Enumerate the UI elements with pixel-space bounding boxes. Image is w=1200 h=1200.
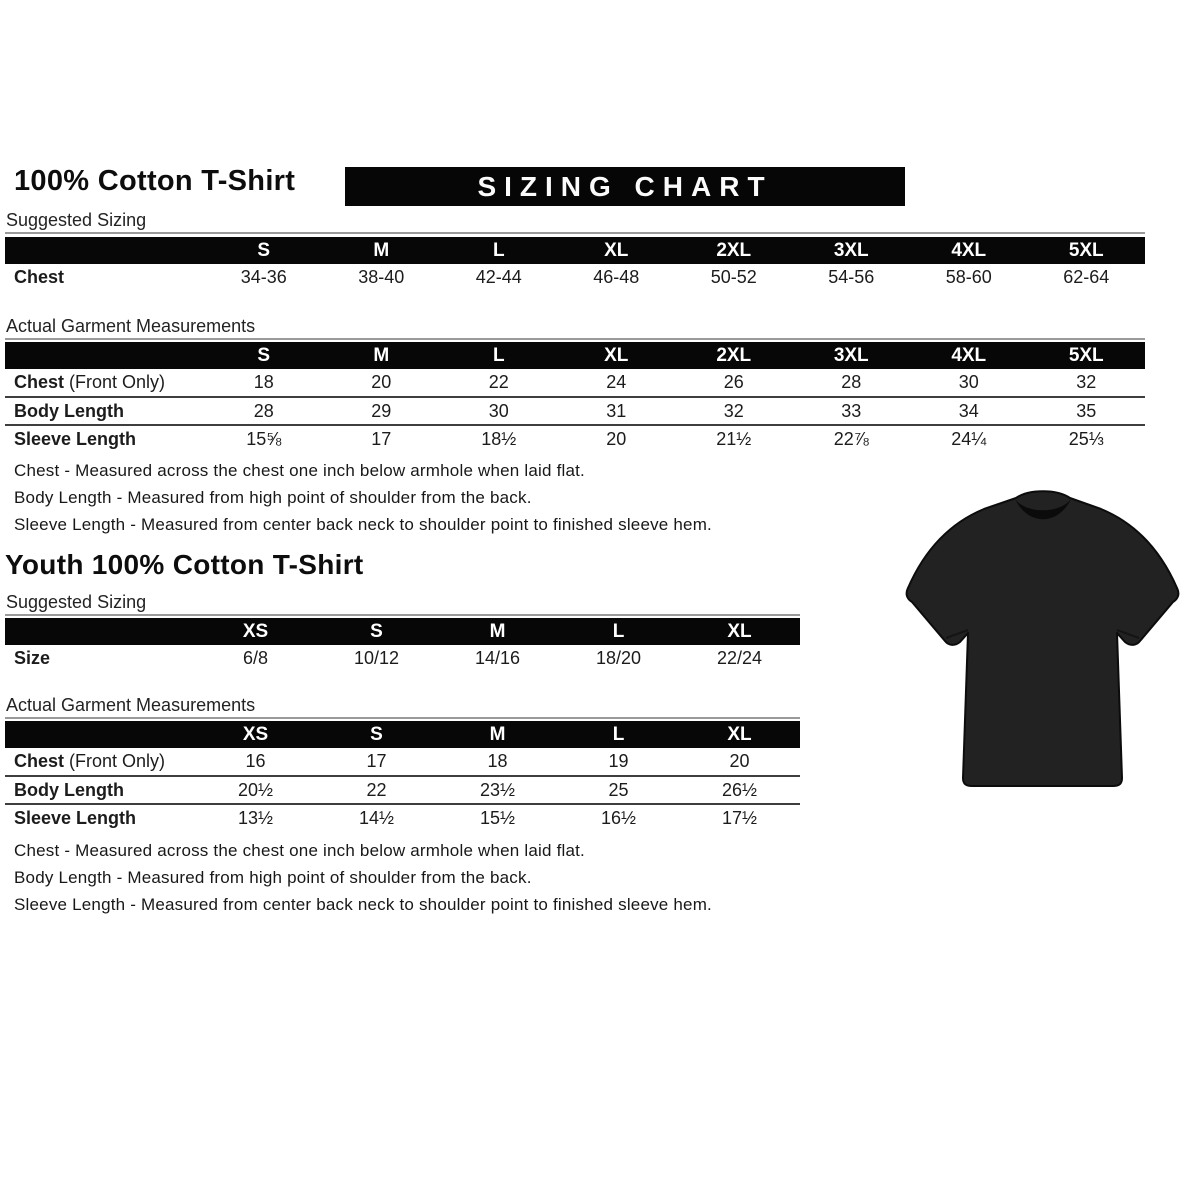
size-column-header: S: [316, 721, 437, 748]
sizing-chart-banner: [345, 167, 905, 206]
youth-suggested-sizing-label: Suggested Sizing: [6, 592, 147, 612]
size-column-header: M: [323, 237, 441, 264]
table-cell: 22: [488, 372, 509, 392]
table-cell: 21½: [675, 425, 793, 453]
row-label: [5, 776, 195, 804]
table-cell: 18: [487, 751, 508, 771]
youth-suggested-header-row: [5, 618, 800, 645]
size-column-header: M: [323, 342, 441, 369]
divider-line: [5, 232, 1145, 234]
size-column-header: XS: [195, 618, 316, 645]
size-column-header: S: [316, 618, 437, 645]
size-column-header: L: [558, 721, 679, 748]
empty-header-cell: [5, 721, 195, 748]
table-cell: 31: [558, 397, 676, 425]
adult-suggested-sizing-label: Suggested Sizing: [6, 210, 147, 230]
table-cell: 58-60: [945, 267, 992, 287]
table-cell: 22: [316, 776, 437, 804]
table-row-chest-front-only: [5, 748, 800, 776]
table-cell: 18½: [440, 425, 558, 453]
row-label-bold: Chest: [14, 751, 65, 771]
size-column-header: 4XL: [910, 237, 1028, 264]
row-label-rest: (Front Only): [64, 751, 166, 771]
table-cell: 16½: [558, 804, 679, 832]
table-cell: 26½: [679, 776, 800, 804]
empty-header-cell: [5, 342, 205, 369]
row-label-bold: Sleeve Length: [14, 429, 137, 449]
table-cell: 17: [366, 751, 387, 771]
table-row-sleeve-length: [5, 425, 1145, 453]
size-column-header: 5XL: [1028, 342, 1146, 369]
table-cell: 19: [608, 751, 629, 771]
row-label: [5, 369, 205, 397]
note-sleeve-length: Sleeve Length - Measured from center back neck to shoulder point to finished sleeve hem.: [14, 515, 712, 534]
table-cell: 20: [371, 372, 392, 392]
table-cell: 20: [729, 751, 750, 771]
youth-measurements-header-row: [5, 721, 800, 748]
size-column-header: 3XL: [793, 237, 911, 264]
table-cell: 25⅓: [1028, 425, 1146, 453]
size-column-header: XL: [558, 342, 676, 369]
table-cell: 16: [245, 751, 266, 771]
size-column-header: 2XL: [675, 237, 793, 264]
size-column-header: L: [440, 237, 558, 264]
row-label-bold: Sleeve Length: [14, 808, 137, 828]
table-cell: 30: [440, 397, 558, 425]
table-cell: 32: [675, 397, 793, 425]
row-label-bold: Body Length: [14, 400, 124, 421]
table-cell: 17½: [679, 804, 800, 832]
row-label: [5, 264, 205, 291]
table-row-chest-front-only: [5, 369, 1145, 397]
row-label-bold: Chest: [14, 267, 65, 287]
table-cell: 14/16: [474, 648, 521, 668]
table-cell: 32: [1076, 372, 1097, 392]
size-column-header: M: [437, 721, 558, 748]
table-cell: 26: [723, 372, 744, 392]
youth-measurement-notes: [14, 841, 834, 922]
size-column-header: XL: [679, 618, 800, 645]
table-cell: 10/12: [353, 648, 400, 668]
row-label: [5, 397, 205, 425]
size-column-header: L: [558, 618, 679, 645]
youth-measurements-label: Actual Garment Measurements: [6, 695, 256, 715]
youth-measurements-table: [5, 721, 800, 832]
note-chest: Chest - Measured across the chest one inch below armhole when laid flat.: [14, 461, 585, 480]
adult-measurements-table: [5, 342, 1145, 453]
empty-header-cell: [5, 237, 205, 264]
adult-title: 100% Cotton T-Shirt: [14, 165, 296, 197]
size-column-header: 2XL: [675, 342, 793, 369]
table-cell: 23½: [437, 776, 558, 804]
table-cell: 22/24: [716, 648, 763, 668]
size-column-header: XL: [679, 721, 800, 748]
size-column-header: 5XL: [1028, 237, 1146, 264]
table-row-body-length: [5, 397, 1145, 425]
size-column-header: S: [205, 237, 323, 264]
table-cell: 20: [558, 425, 676, 453]
table-cell: 14½: [316, 804, 437, 832]
adult-measurement-notes: [14, 461, 834, 542]
table-cell: 6/8: [242, 648, 269, 668]
table-row-sleeve-length: [5, 804, 800, 832]
size-column-header: 3XL: [793, 342, 911, 369]
table-cell: 28: [205, 397, 323, 425]
size-column-header: L: [440, 342, 558, 369]
row-label-bold: Body Length: [14, 779, 124, 800]
tshirt-silhouette: [907, 491, 1179, 786]
youth-suggested-sizing-table: [5, 618, 800, 672]
size-column-header: XS: [195, 721, 316, 748]
adult-suggested-sizing-table: [5, 237, 1145, 291]
table-cell: 24¼: [910, 425, 1028, 453]
table-cell: 34-36: [240, 267, 287, 287]
youth-title: Youth 100% Cotton T-Shirt: [5, 549, 364, 580]
row-label-bold: Size: [14, 648, 51, 668]
divider-line: [5, 614, 800, 616]
adult-measurements-label: Actual Garment Measurements: [6, 316, 256, 336]
table-cell: 46-48: [593, 267, 640, 287]
table-cell: 30: [958, 372, 979, 392]
row-label-bold: Chest: [14, 372, 65, 392]
size-column-header: 4XL: [910, 342, 1028, 369]
table-cell: 62-64: [1063, 267, 1110, 287]
size-column-header: XL: [558, 237, 676, 264]
adult-measurements-header-row: [5, 342, 1145, 369]
row-label: [5, 748, 195, 776]
table-cell: 13½: [195, 804, 316, 832]
divider-line: [5, 717, 800, 719]
table-cell: 18/20: [595, 648, 642, 668]
size-column-header: M: [437, 618, 558, 645]
table-cell: 33: [793, 397, 911, 425]
size-column-header: S: [205, 342, 323, 369]
table-row-body-length: [5, 776, 800, 804]
empty-header-cell: [5, 618, 195, 645]
table-cell: 22⅞: [793, 425, 911, 453]
table-cell: 38-40: [358, 267, 405, 287]
table-cell: 28: [841, 372, 862, 392]
tshirt-graphic: [890, 484, 1195, 804]
table-row-chest: [5, 264, 1145, 291]
table-cell: 54-56: [828, 267, 875, 287]
adult-suggested-header-row: [5, 237, 1145, 264]
table-cell: 18: [253, 372, 274, 392]
table-cell: 29: [323, 397, 441, 425]
divider-line: [5, 338, 1145, 340]
row-label: [5, 804, 195, 832]
note-chest: Chest - Measured across the chest one inch below armhole when laid flat.: [14, 841, 585, 860]
row-label-rest: (Front Only): [64, 372, 166, 392]
table-cell: 50-52: [710, 267, 757, 287]
row-label: [5, 645, 195, 672]
tshirt-photo: [890, 484, 1195, 804]
table-cell: 20½: [195, 776, 316, 804]
table-cell: 35: [1028, 397, 1146, 425]
row-label: [5, 425, 205, 453]
note-body-length: Body Length - Measured from high point of shoulder from the back.: [14, 868, 532, 887]
table-cell: 25: [558, 776, 679, 804]
table-cell: 24: [606, 372, 627, 392]
table-cell: 42-44: [475, 267, 522, 287]
table-cell: 15⅝: [205, 425, 323, 453]
table-cell: 34: [910, 397, 1028, 425]
table-cell: 17: [323, 425, 441, 453]
note-sleeve-length: Sleeve Length - Measured from center back neck to shoulder point to finished sleeve hem.: [14, 895, 712, 914]
table-cell: 15½: [437, 804, 558, 832]
note-body-length: Body Length - Measured from high point of shoulder from the back.: [14, 488, 532, 507]
sizing-chart-banner-text: SIZING CHART: [477, 170, 773, 202]
table-row-size: [5, 645, 800, 672]
